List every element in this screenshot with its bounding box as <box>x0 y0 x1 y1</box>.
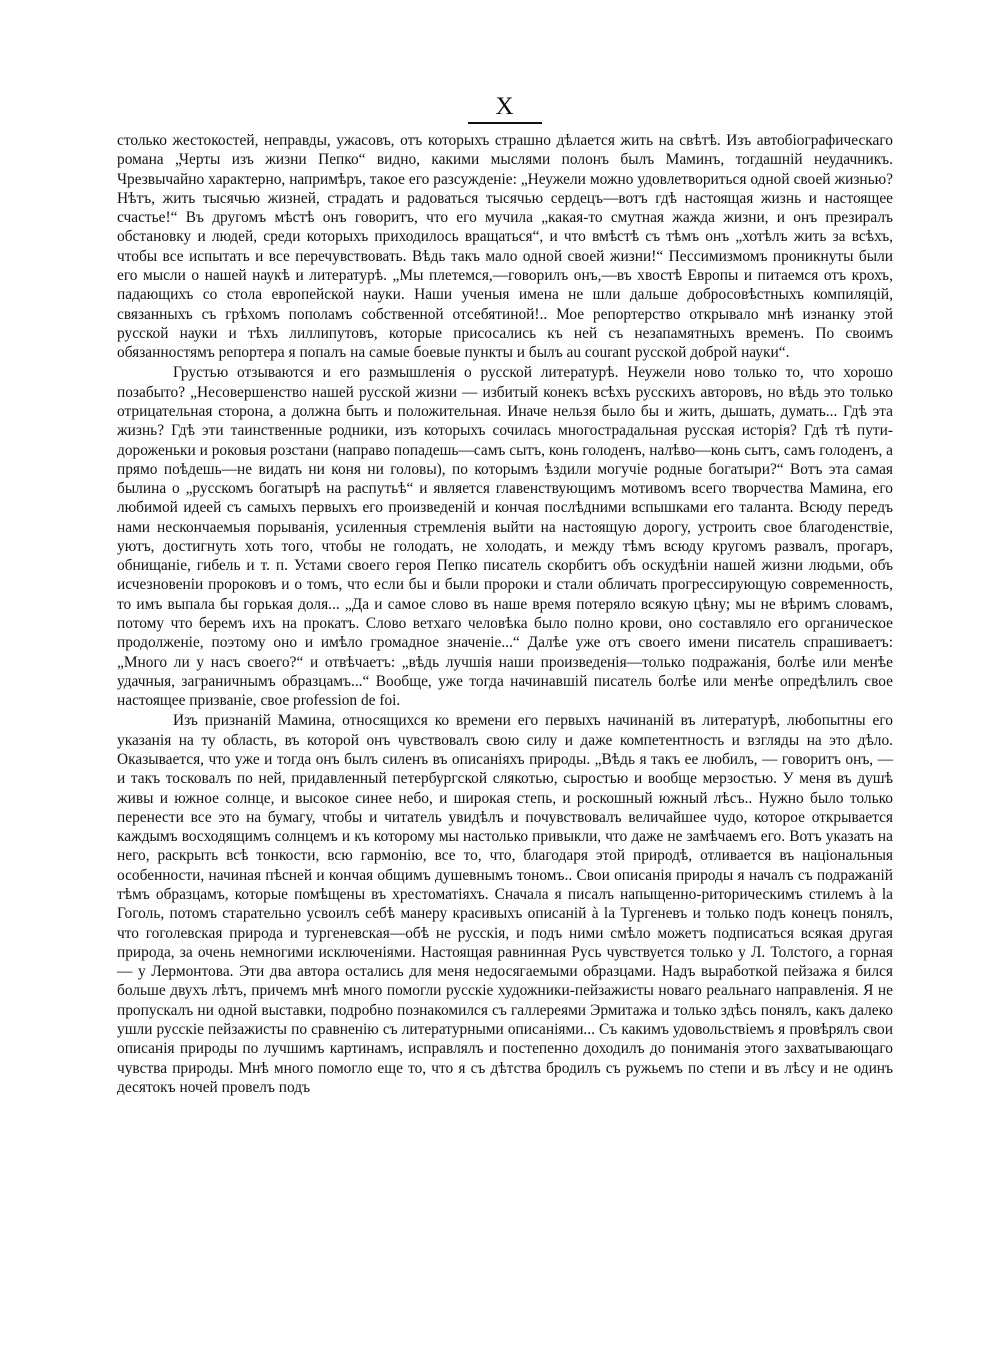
document-page <box>117 92 893 1097</box>
header-rule <box>468 122 542 124</box>
paragraph-2: Грустью отзываются и его размышленія о русской литературѣ. Неужели ново только то, что хорошо позабыто? „Несовершенство нашей русской жизни — избитый конекъ всѣхъ русскихъ авторовъ, но вѣдь это только отрицательная сторона, а должна быть и положительная. Иначе нельзя было бы и жить, дышать, думать... Гдѣ эта жизнь? Гдѣ эти таинственные родники, изъ которыхъ сочилась многострадальная русская исторія? Гдѣ тѣ пути-дороженьки и роковыя розстани (направо попадешь—самъ сытъ, конь голоденъ, налѣво—конь сытъ, самъ голоденъ, а прямо поѣдешь—не видать ни коня ни головы), по которымъ ѣздили могучіе родные богатыри?“ Вотъ эта самая былина о „русскомъ богатырѣ на распутьѣ“ и является главенствующимъ мотивомъ всего творчества Мамина, его любимой идеей съ самыхъ первыхъ его произведеній и кончая послѣдними вспышками его таланта. Всюду передъ нами нескончаемыя порыванія, усиленныя стремленія выйти на настоящую дорогу, устроить свое благоденствіе, уютъ, достигнуть хоть того, чтобы не голодать, не холодать, и между тѣмъ всюду кругомъ развалъ, прогаръ, обнищаніе, гибель и т. п. Устами своего героя Пепко писатель скорбитъ объ оскудѣніи нашей жизни людьми, объ исчезновеніи пророковъ и о томъ, что если бы и были пророки и стали обличать прогрессирующую современность, то имъ выпала бы горькая доля... „Да и самое слово въ наше время потеряло всякую цѣну; мы не вѣримъ словамъ, потому что беремъ ихъ на прокатъ. Слово ветхаго человѣка было полно крови, оно составляло его органическое продолженіе, поэтому оно и имѣло громадное значеніе...“ Далѣе уже отъ своего имени писатель спрашиваетъ: „Много ли у насъ своего?“ и отвѣчаетъ: „вѣдь лучшія наши произведенія—только подражанія, болѣе или менѣе удачныя, заграничнымъ образцамъ...“ Вообще, уже тогда начинавшій писатель болѣе или менѣе опредѣлилъ свое настоящее призваніе, свое profession de foi. <box>117 364 893 710</box>
paragraph-1: столько жестокостей, неправды, ужасовъ, отъ которыхъ страшно дѣлается жить на свѣтѣ. Изъ автобіографическаго романа „Черты изъ жизни Пепко“ видно, какими мыслями полонъ былъ Маминъ, тогдашній неудачникъ. Чрезвычайно характерно, напримѣръ, такое его разсужденіе: „Неужели можно удовлетвориться одной своей жизнью? Нѣтъ, жить тысячью жизней, страдать и радоваться тысячью сердецъ—вотъ гдѣ настоящая жизнь и настоящее счастье!“ Въ другомъ мѣстѣ онъ говоритъ, что его мучила „какая-то смутная жажда жизни, и онъ презиралъ обстановку и людей, среди которыхъ приходилось вращаться“, и что вмѣстѣ съ тѣмъ онъ „хотѣлъ жить за всѣхъ, чтобы все испытать и все перечувствовать. Вѣдь такъ мало одной своей жизни!“ Пессимизмомъ проникнуты были его мысли о нашей наукѣ и литературѣ. „Мы плетемся,—говорилъ онъ,—въ хвостѣ Европы и питаемся отъ крохъ, падающихъ со стола европейской науки. Наши ученыя имена не шли дальше добросовѣстныхъ компиляцій, связанныхъ съ грѣхомъ пополамъ собственной отсебятиной!.. Мое репортерство открывало мнѣ изнанку этой русской науки и тѣхъ лиллипутовъ, которые присосались къ ней съ незапамятныхъ временъ. По своимъ обязанностямъ репортера я попалъ на самые боевые пункты и былъ au courant русской доброй науки“. <box>117 132 893 362</box>
paragraph-3: Изъ признаній Мамина, относящихся ко времени его первыхъ начинаній въ литературѣ, любопытны его указанія на ту область, въ которой онъ чувствовалъ свою силу и даже компетентность и взгляды на это дѣло. Оказывается, что уже и тогда онъ былъ силенъ въ описаніяхъ природы. „Вѣдь я такъ ее любилъ, — говоритъ онъ, — и такъ тосковалъ по ней, придавленный петербургской слякотью, сыростью и вообще мерзостью. У меня въ душѣ живы и южное солнце, и высокое синее небо, и широкая степь, и роскошный южный лѣсъ.. Нужно было только перенести все это на бумагу, чтобы и читатель увидѣлъ и почувствовалъ величайшее чудо, которое открывается каждымъ восходящимъ солнцемъ и къ которому мы настолько привыкли, что даже не замѣчаемъ его. Вотъ указать на него, раскрыть всѣ тонкости, всю гармонію, все то, что, благодаря этой природѣ, отливается въ національныя особенности, начиная пѣсней и кончая общимъ душевнымъ тономъ.. Свои описанія природы я началъ съ подражаній тѣмъ образцамъ, которые помѣщены въ хрестоматіяхъ. Сначала я писалъ напыщенно-риторическимъ стилемъ à la Гоголь, потомъ старательно усвоилъ себѣ манеру красивыхъ описаній à la Тургеневъ и только подъ конецъ понялъ, что гоголевская природа и тургеневская—обѣ не русскія, и подъ ними смѣло можетъ подписаться всякая другая природа, за очень немногими исключеніями. Настоящая равнинная Русь чувствуется только у Л. Толстого, а горная — у Лермонтова. Эти два автора остались для меня недосягаемыми образцами. Надъ выработкой пейзажа я бился больше двухъ лѣтъ, причемъ мнѣ много помогли русскіе художники-пейзажисты новаго реальнаго направленія. Я не пропускалъ ни одной выставки, подробно познакомился съ галлереями Эрмитажа и только здѣсь понялъ, какъ далеко ушли русскіе пейзажисты по сравненію съ литературными описаніями... Съ какимъ удовольствіемъ я провѣрялъ свои описанія природы по лучшимъ картинамъ, исправлялъ и постепенно доходилъ до пониманія этого захватывающаго чувства природы. Мнѣ много помогло еще то, что я съ дѣтства бродилъ съ ружьемъ по степи и въ лѣсу и не одинъ десятокъ ночей провелъ подъ <box>117 712 893 1096</box>
page-number: X <box>495 93 515 120</box>
